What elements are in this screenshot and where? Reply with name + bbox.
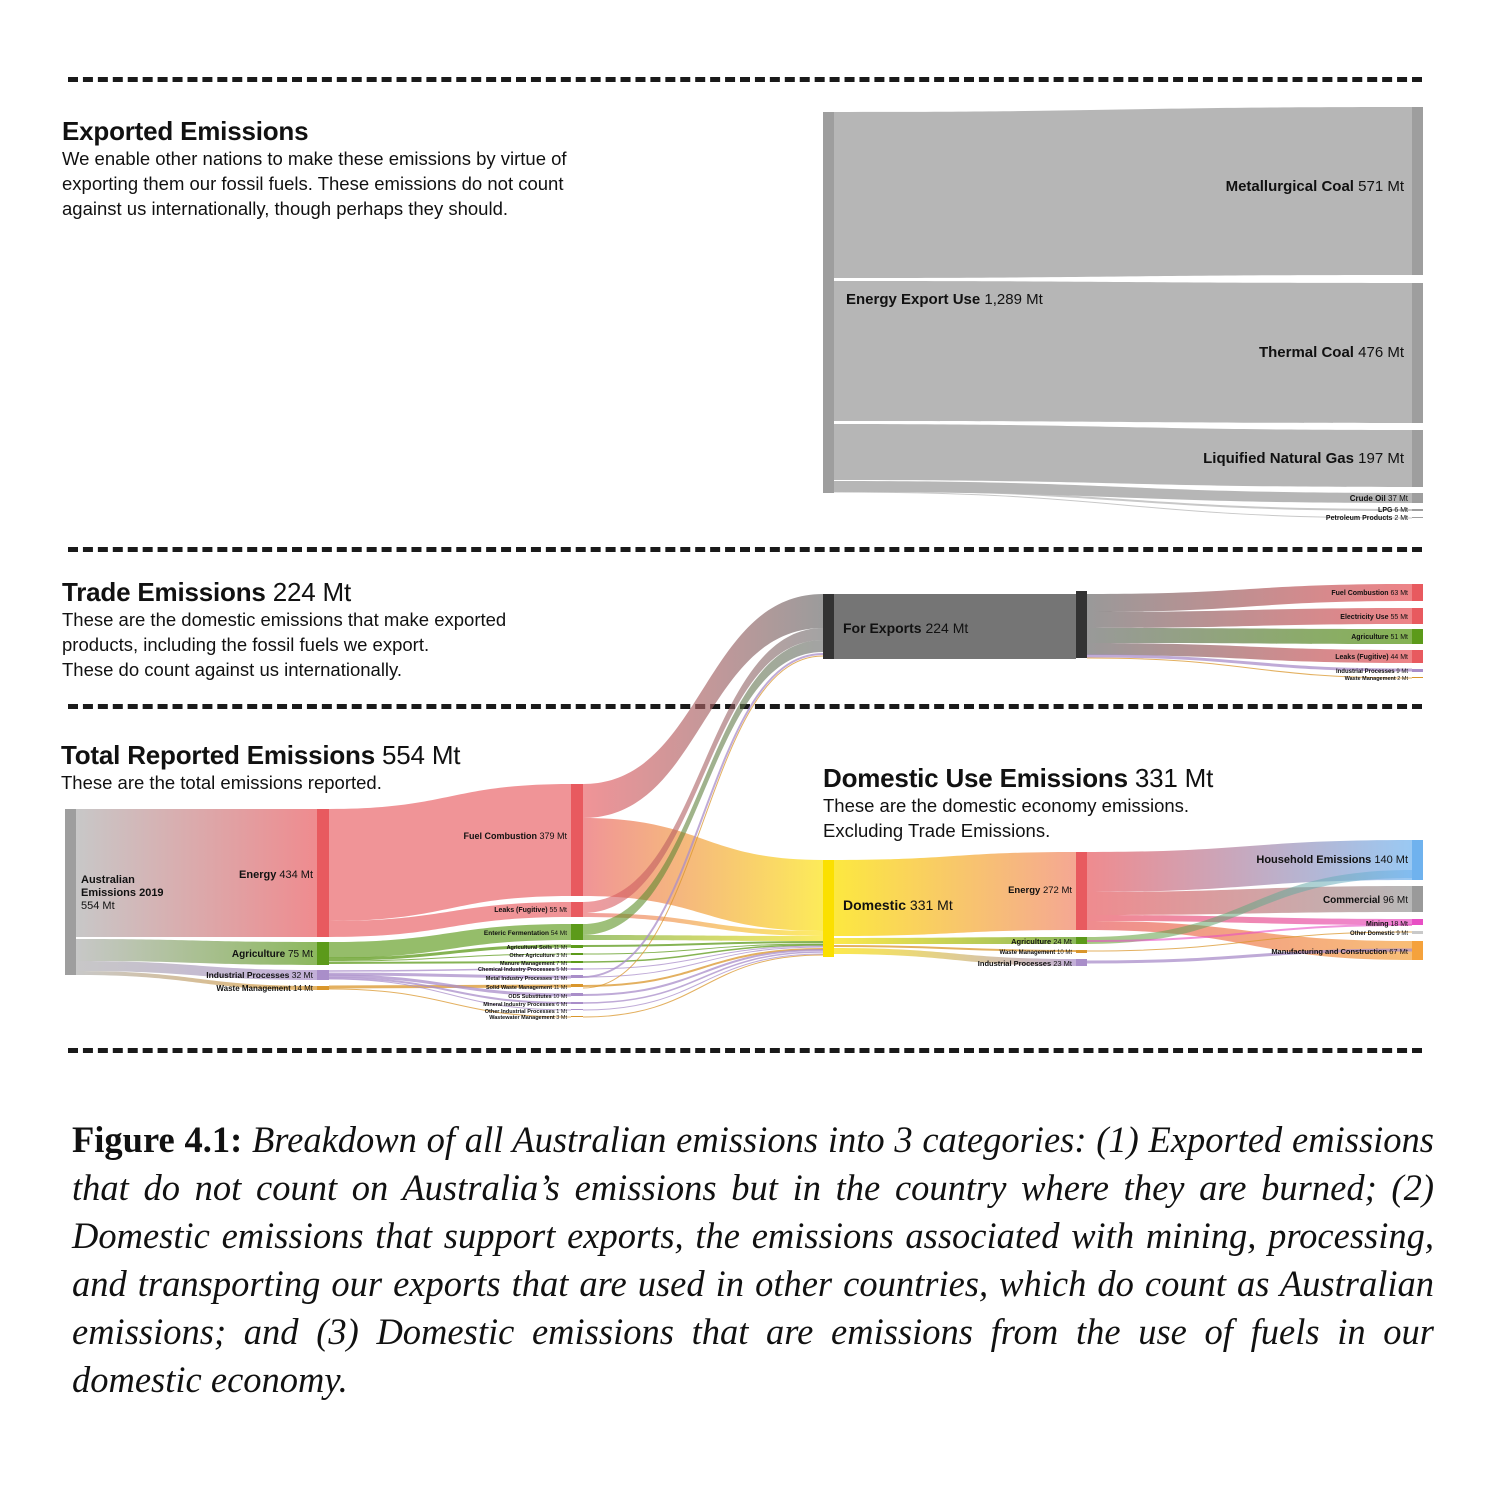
label-ag-soils: Agricultural Soils 11 Mt: [506, 945, 567, 951]
node-x-ind: [1412, 669, 1423, 672]
link-mineral-domestic: [583, 952, 823, 1003]
node-manure: [571, 961, 583, 963]
trade-emissions-title: Trade Emissions 224 Mt: [62, 577, 351, 607]
node-d-waste: [1076, 950, 1087, 953]
node-ods: [571, 993, 583, 996]
figure-caption: [72, 1116, 1434, 1404]
node-solid-waste: [571, 984, 583, 987]
node-other-ind: [571, 1009, 583, 1010]
node-other-ag: [571, 953, 583, 955]
node-commercial: [1412, 886, 1423, 912]
node-x-elec: [1412, 608, 1423, 624]
node-crude-oil: [1412, 493, 1423, 503]
label-manufacturing: Manufacturing and Construction 67 Mt: [1271, 947, 1408, 956]
node-x-leaks: [1412, 650, 1423, 663]
label-household: Household Emissions 140 Mt: [1256, 854, 1408, 866]
label-solid-waste: Solid Waste Management 11 Mt: [485, 985, 567, 991]
node-household: [1412, 840, 1423, 880]
node-fuel-combustion: [571, 784, 583, 896]
label-metallurgical-coal: Metallurgical Coal 571 Mt: [1225, 178, 1404, 195]
exported-emissions-description: We enable other nations to make these emissions by virtue of exporting them our fossil fuels. These emissions do not count against us internationally, though perhaps they should.: [62, 148, 567, 219]
node-for-exports-right: [1076, 591, 1087, 658]
node-d-ind: [1076, 959, 1087, 966]
node-wastewater: [571, 1016, 583, 1017]
label-crude-oil: Crude Oil 37 Mt: [1349, 494, 1408, 503]
caption-label: Figure 4.1:: [72, 1119, 243, 1160]
link-for-exports-fuel: [1087, 584, 1412, 612]
label-petroleum-products: Petroleum Products 2 Mt: [1325, 515, 1408, 522]
label-x-leaks: Leaks (Fugitive) 44 Mt: [1335, 654, 1408, 661]
label-other-ag: Other Agriculture 3 Mt: [509, 953, 567, 959]
label-thermal-coal: Thermal Coal 476 Mt: [1258, 344, 1404, 361]
domestic-emissions-title: Domestic Use Emissions 331 Mt: [823, 763, 1214, 793]
node-energy-export-use: [823, 112, 834, 493]
node-for-exports-left: [823, 594, 834, 659]
label-d-ind: Industrial Processes 23 Mt: [977, 959, 1072, 968]
node-d-agri: [1076, 937, 1087, 944]
total-emissions-title: Total Reported Emissions 554 Mt: [61, 740, 461, 770]
label-agriculture: Agriculture 75 Mt: [231, 949, 313, 960]
link-solid-waste-domestic: [583, 949, 823, 986]
trade-emissions-description: These are the domestic emissions that make exported products, including the fossil fuels we export. These do count against us internationally.: [62, 609, 507, 680]
label-mineral: Mineral Industry Processes 6 Mt: [483, 1002, 567, 1008]
label-energy-export-use: Energy Export Use 1,289 Mt: [846, 291, 1043, 308]
label-x-agri: Agriculture 51 Mt: [1351, 634, 1408, 641]
total-emissions-description: These are the total emissions reported.: [61, 772, 382, 793]
node-d-energy: [1076, 852, 1087, 930]
node-industrial: [317, 970, 329, 980]
node-australian: [65, 809, 76, 975]
label-fuel-combustion: Fuel Combustion 379 Mt: [463, 831, 567, 841]
node-energy: [317, 809, 329, 937]
label-waste: Waste Management 14 Mt: [216, 984, 313, 993]
label-lng: Liquified Natural Gas 197 Mt: [1203, 450, 1404, 467]
node-domestic: [823, 860, 834, 957]
node-ag-soils: [571, 945, 583, 948]
label-ods: ODS Substitutes 10 Mt: [508, 994, 567, 1000]
node-agriculture: [317, 942, 329, 965]
node-metal: [571, 975, 583, 978]
caption-text: Breakdown of all Australian emissions into 3 categories: (1) Exported emissions that do not count on Australia’s emissions but in the country where they are burned; (2) Domestic emissions that support exports, the emissions associated with mining, processing, and transporting our exports that are used in other countries, which do count as Australian emissions; and (3) Domestic emissions that are emissions from the use of fuels in our domestic economy.: [72, 1119, 1434, 1400]
domestic-emissions-description: These are the domestic economy emissions. Excluding Trade Emissions.: [823, 795, 1190, 841]
label-x-ind: Industrial Processes 9 Mt: [1335, 669, 1408, 675]
label-x-fuel: Fuel Combustion 63 Mt: [1331, 590, 1408, 597]
label-domestic: Domestic 331 Mt: [843, 897, 953, 913]
label-lpg: LPG 6 Mt: [1378, 507, 1408, 514]
label-australian-emissions: Australian Emissions 2019 554 Mt: [81, 874, 164, 912]
node-x-agri: [1412, 629, 1423, 644]
label-enteric: Enteric Fermentation 54 Mt: [483, 930, 567, 937]
label-metal: Metal Industry Processes 11 Mt: [485, 976, 567, 982]
link-enteric-domestic: [583, 935, 823, 941]
node-waste: [317, 986, 329, 990]
node-other-domestic: [1412, 931, 1423, 934]
label-commercial: Commercial 96 Mt: [1322, 895, 1408, 906]
node-metallurgical-coal: [1412, 107, 1423, 275]
label-other-ind: Other Industrial Processes 1 Mt: [484, 1009, 567, 1015]
label-d-agri: Agriculture 24 Mt: [1011, 937, 1072, 946]
node-petroleum-products: [1412, 517, 1423, 518]
node-thermal-coal: [1412, 283, 1423, 423]
node-x-waste: [1412, 677, 1423, 678]
label-d-waste: Waste Management 10 Mt: [999, 950, 1072, 956]
label-for-exports: For Exports 224 Mt: [843, 620, 969, 636]
label-leaks: Leaks (Fugitive) 55 Mt: [494, 907, 567, 914]
exported-emissions-title: Exported Emissions: [62, 116, 309, 146]
link-energy-fuel-combustion: [329, 784, 571, 921]
node-lpg: [1412, 509, 1423, 511]
label-x-waste: Waste Management 2 Mt: [1344, 676, 1408, 682]
node-chemical: [571, 968, 583, 970]
label-d-energy: Energy 272 Mt: [1008, 885, 1072, 896]
node-mining: [1412, 919, 1423, 925]
node-enteric: [571, 924, 583, 940]
label-wastewater: Wastewater Management 3 Mt: [489, 1015, 567, 1021]
label-manure: Manure Management 7 Mt: [500, 961, 567, 967]
label-industrial: Industrial Processes 32 Mt: [206, 970, 313, 980]
node-mineral: [571, 1002, 583, 1004]
node-manufacturing: [1412, 941, 1423, 960]
label-other-domestic: Other Domestic 9 Mt: [1349, 931, 1408, 937]
link-energy-household: [1087, 840, 1412, 892]
node-x-fuel: [1412, 584, 1423, 601]
label-energy: Energy 434 Mt: [239, 869, 313, 881]
node-lng: [1412, 430, 1423, 487]
label-chemical: Chemical Industry Processes 5 Mt: [478, 967, 567, 973]
label-x-elec: Electricity Use 55 Mt: [1340, 614, 1408, 621]
label-mining: Mining 18 Mt: [1365, 921, 1408, 928]
node-leaks: [571, 902, 583, 917]
